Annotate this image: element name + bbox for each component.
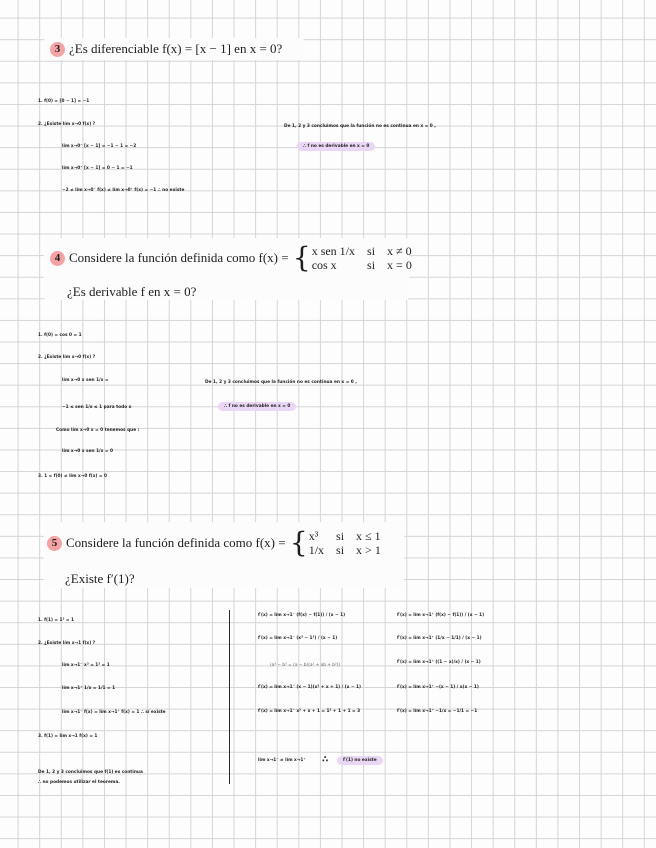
s5-left-note-1: 1. f(1) = 1³ = 1 [38,618,74,623]
problem-4-piecewise [312,244,412,272]
s3-conclusion-highlight: ∴ f no es derivable en x = 0 [297,142,375,151]
problem-4-question: ¿Es derivable f en x = 0? [67,284,197,299]
s3-note-6: De 1, 2 y 3 concluimos que la función no es continua en x = 0 , [284,124,436,129]
s5-mid-note-2: f′(x) = lím x→1⁻ (x³ − 1³) / (x − 1) [258,636,338,641]
s3-note-1: 1. f(0) = [0 − 1] = −1 [38,99,90,104]
problem-3-number-badge: 3 [50,42,65,57]
p4-case1-si: si [367,244,376,258]
problem-4-number-badge: 4 [50,251,65,266]
s4-note-6: lím x→0 x sen 1/x = 0 [62,449,113,454]
problem-4-brace: { [292,241,311,274]
p4-case2-si: si [367,258,376,272]
p4-case2-cond: x = 0 [387,258,412,272]
p4-case1-cond: x ≠ 0 [387,244,412,258]
problem-5-number-badge: 5 [47,536,62,551]
s4-note-4: −1 ≤ sen 1/x ≤ 1 para todo x [62,405,132,410]
s5-mid-note-4: f′(x) = lím x→1⁻ (x − 1)(x² + x + 1) / (x − 1) [258,685,361,690]
s3-note-2: 2. ¿Existe lím x→0 f(x) ? [38,122,96,127]
column-divider [229,610,230,784]
s4-note-8: De 1, 2 y 3 concluimos que la función no es continua en x = 0 , [205,380,357,385]
problem-5-statement [47,526,381,559]
s5-left-note-7: De 1, 2 y 3 concluimos que f(1) es continua [38,770,143,775]
s5-left-note-5: lím x→1⁻ f(x) = lím x→1⁺ f(x) = 1 ∴ sí existe [62,710,166,715]
problem-3-statement [50,41,282,57]
s5-mid-note-1: f′(x) = lím x→1⁻ (f(x) − f(1)) / (x − 1) [258,613,346,618]
s5-left-note-2: 2. ¿Existe lím x→1 f(x) ? [38,641,96,646]
s4-note-7: 3. 1 = f(0) ≠ lím x→0 f(x) = 0 [38,474,108,479]
s5-conclusion [337,758,383,763]
s4-note-5: Como lím x→0 x = 0 tenemos que : [56,428,140,433]
s3-note-5: −2 ≠ lím x→0⁻ f(x) ≠ lím x→0⁺ f(x) = −1 ∴ no existe [62,188,185,193]
s5-mid-note-3: (a³ − b³ = (a − b)(a² + ab + b²)) [270,663,341,668]
s5-left-note-3: lím x→1⁻ x³ = 1³ = 1 [62,663,110,668]
s4-note-9 [218,404,296,409]
problem-5-piecewise [309,529,381,557]
problem-3-text: ¿Es diferenciable f(x) = [x − 1] en x = 0? [69,41,283,56]
s5-right-note-3: f′(x) = lím x→1⁺ ((1 − x)/x) / (x − 1) [397,660,481,665]
s5-conclusion-highlight: f′(1) no existe [337,756,383,765]
s4-conclusion-highlight: ∴ f no es derivable en x = 0 [218,402,296,411]
s3-note-4: lím x→0⁺ [x − 1] = 0 − 1 = −1 [62,166,133,171]
s5-left-note-4: lím x→1⁺ 1/x = 1/1 = 1 [62,686,116,691]
s4-note-3: lím x→0 x sen 1/x = [62,378,109,383]
problem-5-question: ¿Existe f′(1)? [65,571,135,586]
s5-compare: lím x→1⁻ ≠ lím x→1⁺ [258,758,306,763]
s5-mid-note-5: f′(x) = lím x→1⁻ x² + x + 1 = 1² + 1 + 1 = 3 [258,709,361,714]
p4-case1-expr: x sen 1/x [311,244,356,258]
p5-case2-si: si [336,543,345,557]
s5-left-note-8: ∴ no podemos utilizar el teorema. [38,780,120,785]
s3-note-3: lím x→0⁻ [x − 1] = −1 − 1 = −2 [62,144,137,149]
s3-note-7 [297,144,375,149]
s4-note-2: 2. ¿Existe lím x→0 f(x) ? [38,355,96,360]
s5-right-note-4: f′(x) = lím x→1⁺ −(x − 1) / x(x − 1) [397,685,479,690]
p5-case2-cond: x > 1 [356,543,381,557]
p5-case1-si: si [336,529,345,543]
s5-left-note-6: 3. f(1) = lím x→1 f(x) = 1 [38,734,98,739]
p5-case2-expr: 1/x [308,543,325,557]
s4-note-1: 1. f(0) = cos 0 = 1 [38,333,82,338]
p5-case1-expr: x³ [308,529,319,543]
problem-4-statement [50,241,412,274]
p5-case1-cond: x ≤ 1 [356,529,381,543]
problem-4-lead: Considere la función definida como f(x) = [69,250,289,265]
s5-right-note-2: f′(x) = lím x→1⁺ (1/x − 1/1) / (x − 1) [397,636,482,641]
problem-5-brace: { [289,526,308,559]
problem-5-lead: Considere la función definida como f(x) = [66,535,286,550]
s5-right-note-5: f′(x) = lím x→1⁺ −1/x = −1/1 = −1 [397,709,478,714]
s5-right-note-1: f′(x) = lím x→1⁺ (f(x) − f(1)) / (x − 1) [397,613,485,618]
s5-therefore: ∴ [322,755,329,765]
p4-case2-expr: cos x [311,258,337,272]
